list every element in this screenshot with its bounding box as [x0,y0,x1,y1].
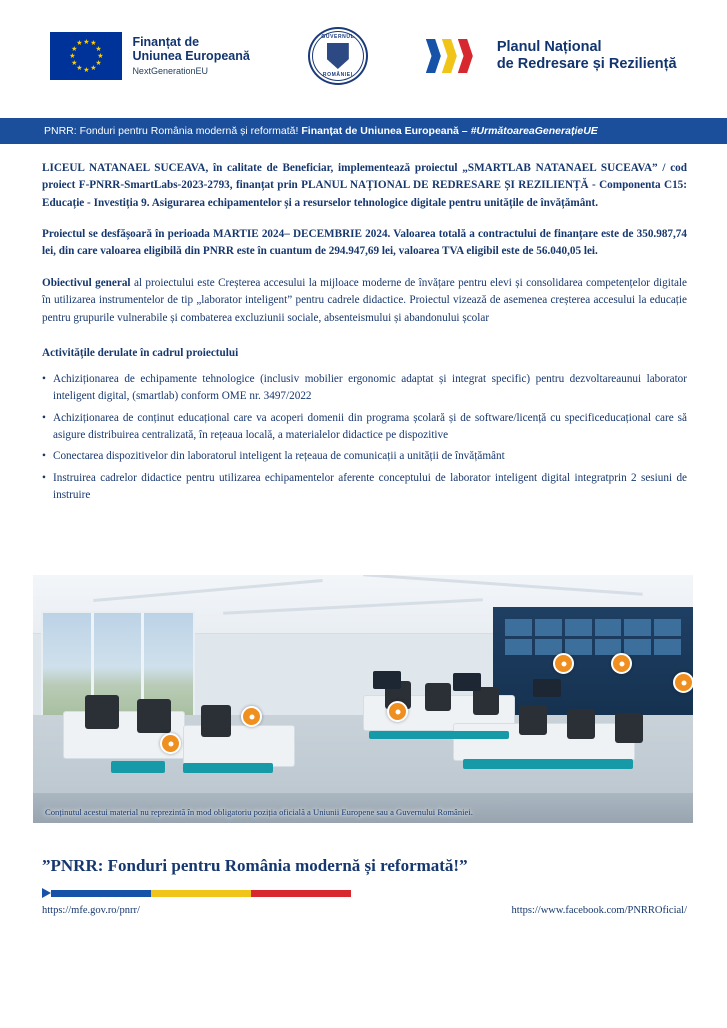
logo-bar [0,26,727,86]
photo-chair [473,687,499,715]
eu-star-icon: ★ [69,51,76,60]
photo-screen-tile [654,639,681,656]
photo-chair [567,709,595,739]
pnrr-chevrons-icon [426,39,486,73]
link-mfe-pnrr[interactable]: https://mfe.gov.ro/pnrr/ [42,905,140,916]
pnrr-banner [0,118,727,144]
photo-hotspot-marker[interactable] [387,701,408,722]
photo-scene [33,575,693,823]
eu-star-icon: ★ [83,37,90,46]
chevron-red-icon [458,39,473,73]
photo-ceiling-light [223,598,483,615]
photo-hotspot-marker[interactable] [611,653,632,674]
photo-ceiling-light [93,579,322,602]
paragraph-period-and-value: Proiectul se desfășoară în perioada MARTIE 2024– DECEMBRIE 2024. Valoarea totală a contractului de finanțare este de 350.987,74 lei, din care valoarea eligibilă din PNRR este în cuantum de 294.947,69 lei, valoarea TVA eligibil este de 56.040,05 lei. [42,228,687,258]
photo-screen-tile [565,619,592,636]
photo-screen-tile [535,639,562,656]
photo-hotspot-marker[interactable] [160,733,181,754]
eu-logo-text [132,35,249,76]
tricolor-segment-blue [51,890,151,897]
coat-bottom-text: ROMÂNIEI [322,72,353,78]
photo-screen-tile [535,619,562,636]
eu-star-icon: ★ [71,58,78,67]
activities-list [42,371,687,505]
paragraph-general-objective [42,275,687,327]
eu-star-icon: ★ [83,65,90,74]
photo-chair [137,699,171,733]
photo-screen-tile [654,619,681,636]
general-objective-rest: al proiectului este Creșterea accesului la mijloace moderne de învățare pentru elevi și consolidarea competențelor digitale în utilizarea instrumentelor de tip „laborator inteligent” pentru cadrele didactice. Proiectul vizează de asemenea creșterea accesului la educație pentru grupurile vulnerabile și combaterea excluziunii sociale, absenteismului și abandonului școlar [42,276,687,324]
photo-screen-tile [624,619,651,636]
photo-teal-accent [463,759,633,769]
pnrr-banner-text [0,125,598,137]
eu-logo [50,32,249,80]
pnrr-logo-line1: Planul Național [496,38,602,55]
photo-screen-tile [505,619,532,636]
eu-star-icon: ★ [90,39,97,48]
photo-screen-tile [624,639,651,656]
list-item: • Achiziționarea de echipamente tehnologice (inclusiv mobilier ergonomic adaptat și integrat specific) pentru dezvoltareaunui laborator inteligent digital, (smartlab) conform OME nr. 3497/2022 [42,371,687,406]
pnrr-logo [426,39,677,74]
tricolor-segment-red [251,890,351,897]
paragraph-beneficiary: LICEUL NATANAEL SUCEAVA, în calitate de Beneficiar, implementează proiectul „SMARTLAB NATANAEL SUCEAVA” / cod proiect F-PNRR-SmartLabs-2023-2793, finanțat prin PLANUL NAȚIONAL DE REDRESARE ȘI REZILIENȚĂ - Componenta C15: Educație - Investiția 9. Asigurarea echipamentelor și a resurselor tehnologice digitale pentru unitățile de învățământ. [42,162,687,209]
chevron-blue-icon [426,39,441,73]
banner-bold: Finanțat de Uniunea Europeană – [301,125,471,137]
photo-ceiling-light [363,575,643,596]
eu-star-icon: ★ [97,51,104,60]
coat-top-text: GUVERNUL [321,34,355,40]
photo-teal-accent [369,731,509,739]
smartlab-classroom-photo [33,575,693,823]
eu-star-icon: ★ [95,58,102,67]
banner-prefix: PNRR: Fonduri pentru România modernă și reformată! [44,125,302,137]
photo-chair [85,695,119,729]
photo-screen-tile [565,639,592,656]
eu-flag-icon [50,32,122,80]
photo-hotspot-marker[interactable] [673,672,693,693]
list-item: • Conectarea dispozitivelor din laboratorul inteligent la rețeaua de comunicații a unității de învățământ [42,448,687,465]
photo-teal-accent [111,761,165,773]
banner-hashtag: #UrmătoareaGenerațieUE [470,125,598,137]
list-item: • Achiziționarea de conținut educațional care va acoperi domenii din programa școlară și de software/licență cu specificeducațional care să asigure distribuirea centralizată, în rețeaua locală, a materialelor didactice pe dispozitive [42,410,687,445]
tricolor-bar [42,889,362,897]
pnrr-logo-line2: de Redresare și Reziliență [496,56,677,72]
eu-logo-line3: NextGenerationEU [132,66,208,77]
footer-slogan: ”PNRR: Fonduri pentru România modernă și reformată!” [42,856,468,875]
photo-chair [519,705,547,735]
chevron-yellow-icon [442,39,457,73]
document-body [42,160,687,508]
photo-desk [183,725,295,767]
photo-screen-tile [505,639,532,656]
tricolor-segment-yellow [151,890,251,897]
photo-chair [615,713,643,743]
photo-chair [201,705,231,737]
photo-hotspot-marker[interactable] [241,706,262,727]
photo-video-wall [505,619,681,655]
photo-screen-tile [595,619,622,636]
pnrr-logo-text [497,39,677,74]
eu-star-icon: ★ [95,44,102,53]
photo-hotspot-marker[interactable] [553,653,574,674]
arrow-right-icon [42,888,51,898]
general-objective-lead: Obiectivul general [42,276,131,289]
photo-monitor [533,679,561,697]
government-coat-of-arms-icon [308,27,368,85]
photo-monitor [373,671,401,689]
photo-chair [425,683,451,711]
list-item: • Instruirea cadrelor didactice pentru utilizarea echipamentelor aferente conceptului de laborator inteligent digital integratprin 2 sesiuni de instruire [42,470,687,505]
eu-logo-line1: Finanțat de [132,35,200,50]
eu-logo-line2: Uniunea Europeană [132,49,250,64]
eu-star-icon: ★ [76,39,83,48]
link-facebook-pnrr[interactable]: https://www.facebook.com/PNRROficial/ [511,905,687,916]
eu-star-icon: ★ [76,63,83,72]
eu-star-icon: ★ [71,44,78,53]
photo-teal-accent [183,763,273,773]
photo-monitor [453,673,481,691]
footer-links [42,905,687,916]
disclaimer-caption: Conținutul acestui material nu reprezintă în mod obligatoriu poziția oficială a Uniunii Europene sau a Guvernului României. [45,807,473,817]
activities-title: Activitățile derulate în cadrul proiectului [42,346,239,359]
eu-star-icon: ★ [90,63,97,72]
